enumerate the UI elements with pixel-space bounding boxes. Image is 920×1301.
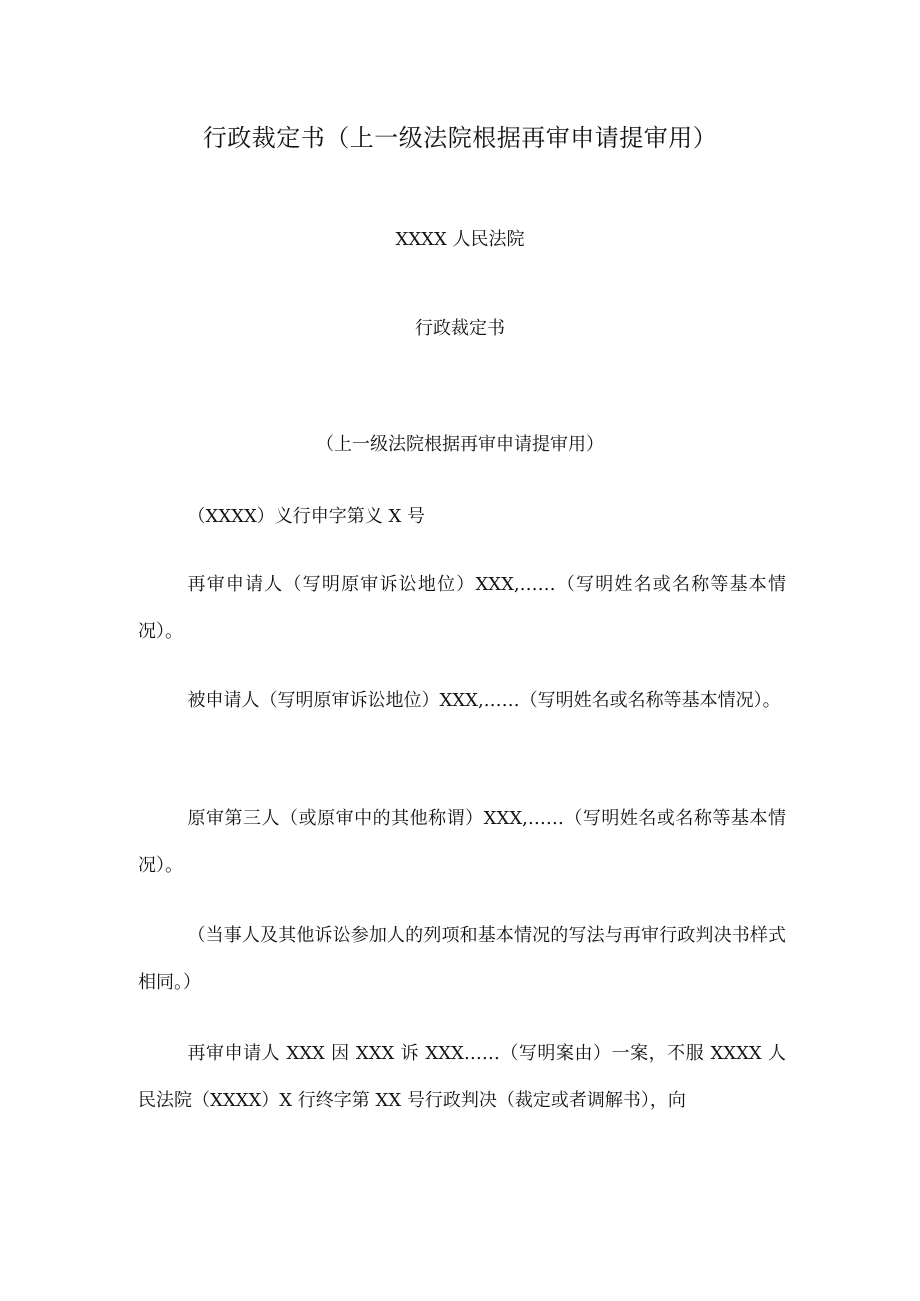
case-number: （XXXX）义行申字第义 X 号	[187, 506, 426, 527]
paragraph-applicant: 再审申请人（写明原审诉讼地位）XXX,……（写明姓名或名称等基本情况）。	[138, 574, 786, 642]
document-type-heading: 行政裁定书	[415, 318, 505, 339]
paragraph-respondent: 被申请人（写明原审诉讼地位）XXX,……（写明姓名或名称等基本情况）。	[187, 690, 781, 711]
paragraph-third-party: 原审第三人（或原审中的其他称谓）XXX,……（写明姓名或名称等基本情况）。	[138, 808, 786, 876]
paragraph-note: （当事人及其他诉讼参加人的列项和基本情况的写法与再审行政判决书样式相同。）	[138, 925, 786, 993]
paragraph-facts: 再审申请人 XXX 因 XXX 诉 XXX……（写明案由）一案，不服 XXXX 人民法院（XXXX）X 行终字第 XX 号行政判决（裁定或者调解书），向	[138, 1043, 786, 1111]
court-name: XXXX 人民法院	[395, 229, 525, 250]
document-subtitle: （上一级法院根据再审申请提审用）	[316, 434, 604, 455]
document-title: 行政裁定书（上一级法院根据再审申请提审用）	[202, 124, 718, 152]
